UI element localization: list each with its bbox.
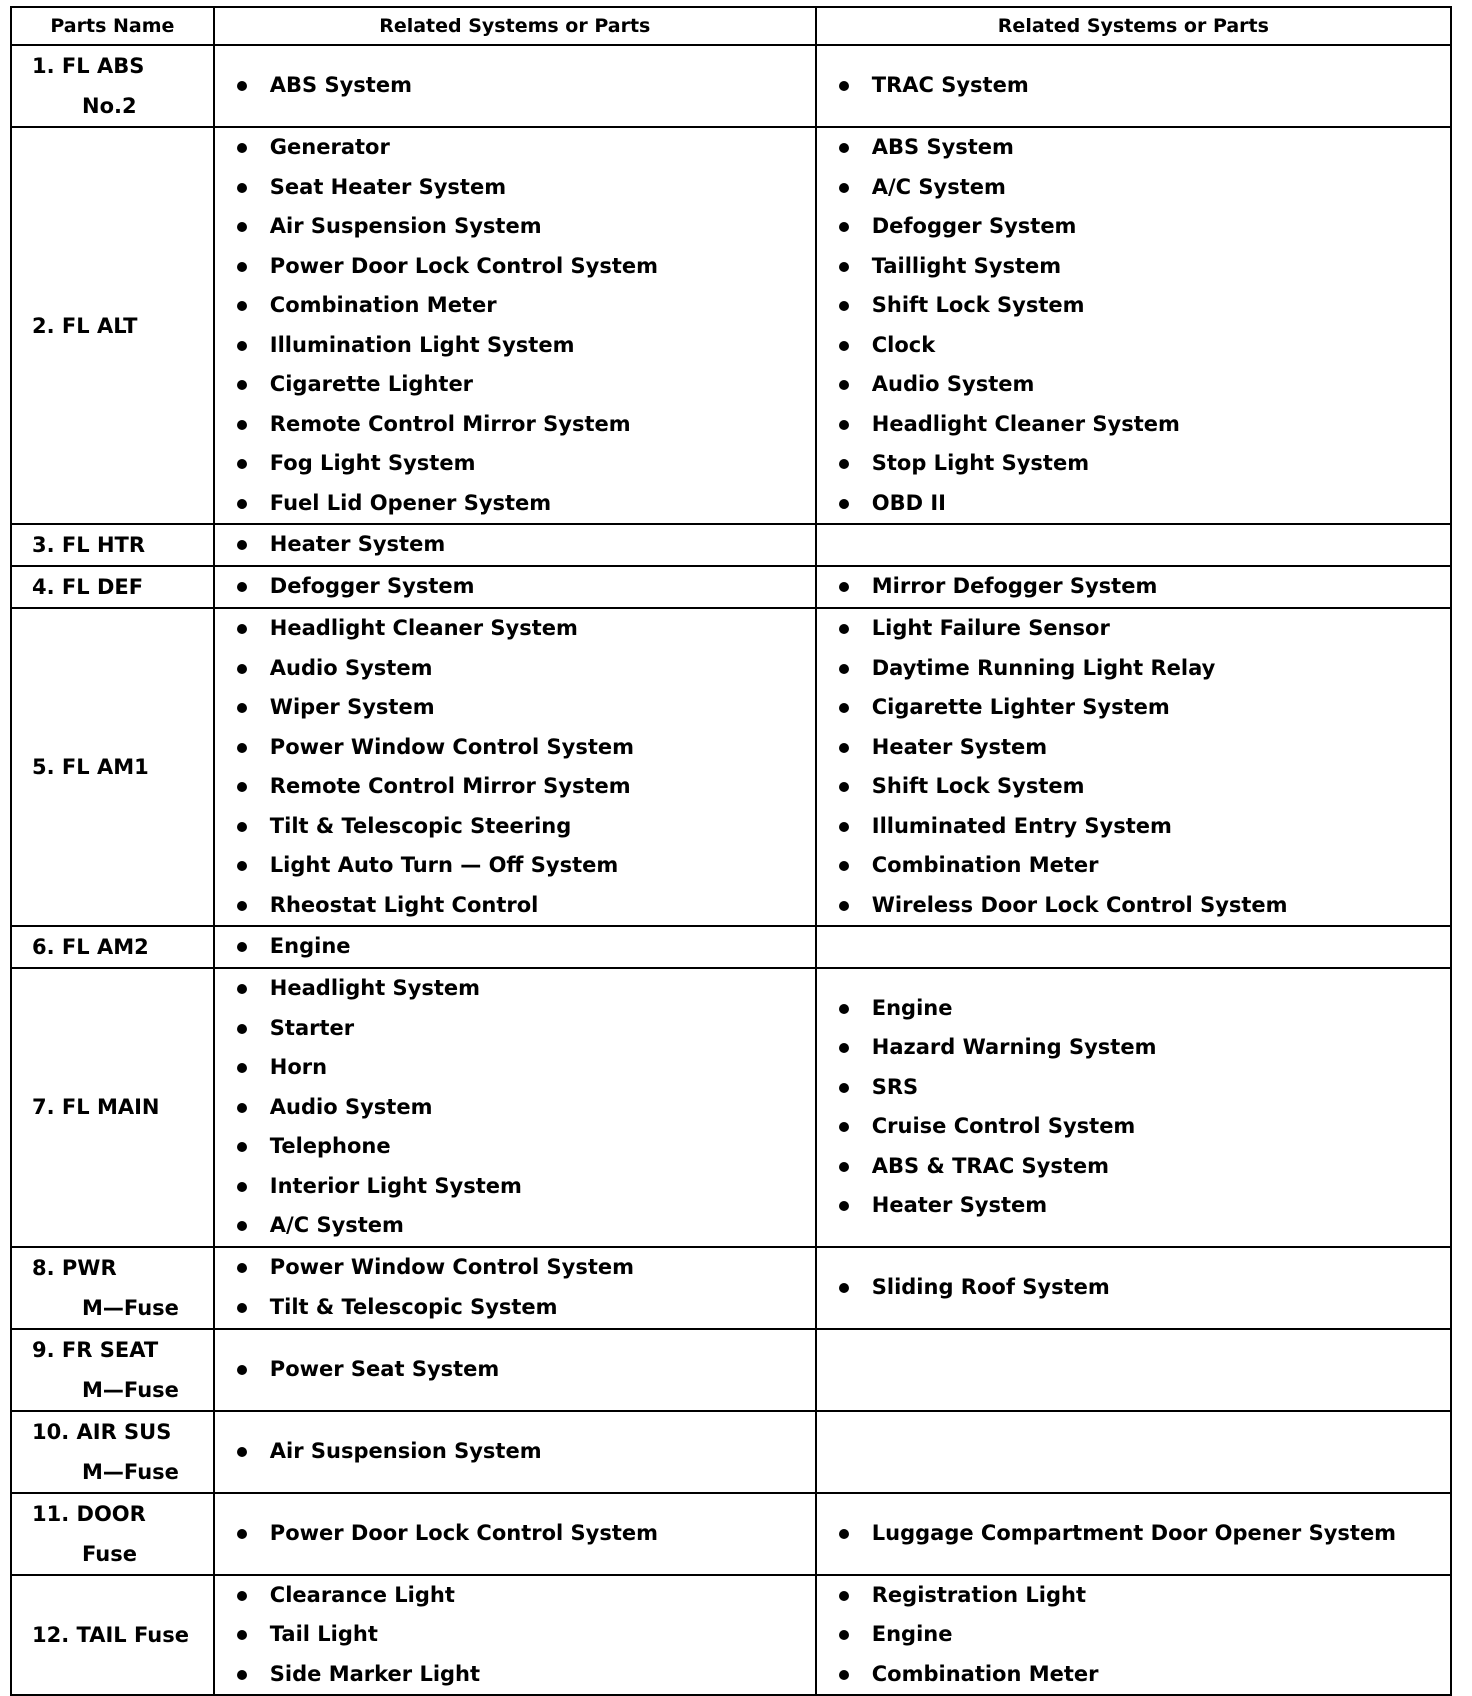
related-systems-cell-1 — [214, 524, 816, 566]
table-body — [11, 45, 1451, 1695]
parts-name-line: M—Fuse — [82, 1459, 179, 1484]
related-systems-cell-2 — [816, 1411, 1451, 1493]
list-item: Luggage Compartment Door Opener System — [817, 1514, 1450, 1554]
list-item: A/C System — [817, 168, 1450, 208]
list-item: Shift Lock System — [817, 286, 1450, 326]
list-item: Clearance Light — [215, 1576, 815, 1616]
related-systems-list — [817, 989, 1450, 1226]
parts-name-cell — [11, 1493, 214, 1575]
list-item: Combination Meter — [215, 286, 815, 326]
list-item: Illuminated Entry System — [817, 807, 1450, 847]
parts-name-line: No.2 — [82, 94, 137, 118]
list-item: Defogger System — [215, 567, 815, 607]
list-item: Side Marker Light — [215, 1655, 815, 1695]
list-item: Defogger System — [817, 207, 1450, 247]
list-item: Headlight Cleaner System — [215, 609, 815, 649]
list-item: Registration Light — [817, 1576, 1450, 1616]
parts-name-line: 4. FL DEF — [32, 575, 144, 599]
list-item: Shift Lock System — [817, 767, 1450, 807]
related-systems-list — [817, 567, 1450, 607]
list-item: Power Seat System — [215, 1350, 815, 1390]
table-row — [11, 524, 1451, 566]
list-item: Combination Meter — [817, 846, 1450, 886]
parts-name-line: 5. FL AM1 — [32, 755, 149, 779]
list-item: Remote Control Mirror System — [215, 405, 815, 445]
parts-name-cell — [11, 968, 214, 1247]
list-item: Rheostat Light Control — [215, 886, 815, 926]
list-item: Cigarette Lighter System — [817, 688, 1450, 728]
list-item: Power Door Lock Control System — [215, 247, 815, 287]
list-item: Engine — [817, 989, 1450, 1029]
list-item: Clock — [817, 326, 1450, 366]
parts-name-line: 2. FL ALT — [32, 313, 138, 338]
parts-name-cell — [11, 1329, 214, 1411]
header-related-systems-1: Related Systems or Parts — [214, 7, 816, 45]
list-item: Light Failure Sensor — [817, 609, 1450, 649]
related-systems-cell-1 — [214, 45, 816, 127]
related-systems-list — [215, 1350, 815, 1390]
related-systems-cell-1 — [214, 566, 816, 608]
list-item: Headlight System — [215, 969, 815, 1009]
list-item: Starter — [215, 1009, 815, 1049]
parts-name-line: 11. DOOR — [32, 1501, 146, 1526]
table-row — [11, 608, 1451, 926]
table-row — [11, 1575, 1451, 1696]
parts-name-cell — [11, 608, 214, 926]
list-item: Sliding Roof System — [817, 1268, 1450, 1308]
list-item: ABS System — [215, 66, 815, 106]
parts-name-line: 9. FR SEAT — [32, 1337, 159, 1362]
related-systems-cell-1 — [214, 968, 816, 1247]
related-systems-list — [817, 66, 1450, 106]
list-item: Generator — [215, 128, 815, 168]
list-item: Tilt & Telescopic System — [215, 1288, 815, 1328]
related-systems-cell-1 — [214, 1411, 816, 1493]
related-systems-cell-2 — [816, 926, 1451, 968]
parts-name-cell — [11, 1411, 214, 1493]
list-item: ABS System — [817, 128, 1450, 168]
related-systems-list — [817, 1514, 1450, 1554]
related-systems-cell-1 — [214, 926, 816, 968]
related-systems-list — [215, 128, 815, 523]
list-item: Hazard Warning System — [817, 1028, 1450, 1068]
list-item: Fuel Lid Opener System — [215, 484, 815, 524]
related-systems-list — [215, 1432, 815, 1472]
related-systems-list — [215, 1576, 815, 1695]
related-systems-list — [215, 1514, 815, 1554]
parts-name-cell — [11, 45, 214, 127]
list-item: Seat Heater System — [215, 168, 815, 208]
parts-name-line: 8. PWR — [32, 1255, 117, 1280]
related-systems-cell-1 — [214, 127, 816, 524]
related-systems-cell-2 — [816, 45, 1451, 127]
parts-name-line: Fuse — [82, 1541, 137, 1566]
related-systems-cell-1 — [214, 1493, 816, 1575]
related-systems-cell-2 — [816, 608, 1451, 926]
parts-name-line: 3. FL HTR — [32, 533, 146, 557]
related-systems-list — [817, 1268, 1450, 1308]
list-item: Power Window Control System — [215, 1248, 815, 1288]
list-item: Audio System — [215, 1088, 815, 1128]
table-row — [11, 1411, 1451, 1493]
list-item: Fog Light System — [215, 444, 815, 484]
related-systems-cell-1 — [214, 1247, 816, 1329]
related-systems-list — [215, 66, 815, 106]
list-item: Tail Light — [215, 1615, 815, 1655]
list-item: Telephone — [215, 1127, 815, 1167]
table-row — [11, 968, 1451, 1247]
table-row — [11, 45, 1451, 127]
parts-name-cell — [11, 926, 214, 968]
list-item: Cigarette Lighter — [215, 365, 815, 405]
list-item: Mirror Defogger System — [817, 567, 1450, 607]
related-systems-list — [817, 1576, 1450, 1695]
parts-name-cell — [11, 566, 214, 608]
related-systems-cell-1 — [214, 1575, 816, 1696]
list-item: Cruise Control System — [817, 1107, 1450, 1147]
related-systems-list — [817, 609, 1450, 925]
list-item: Engine — [215, 927, 815, 967]
parts-name-line: 10. AIR SUS — [32, 1419, 172, 1444]
table-row — [11, 1329, 1451, 1411]
list-item: Wiper System — [215, 688, 815, 728]
list-item: Illumination Light System — [215, 326, 815, 366]
related-systems-cell-1 — [214, 1329, 816, 1411]
list-item: Wireless Door Lock Control System — [817, 886, 1450, 926]
related-systems-cell-2 — [816, 1329, 1451, 1411]
parts-name-cell — [11, 524, 214, 566]
related-systems-cell-1 — [214, 608, 816, 926]
list-item: Engine — [817, 1615, 1450, 1655]
related-systems-cell-2 — [816, 566, 1451, 608]
related-systems-list — [215, 609, 815, 925]
table-row — [11, 1247, 1451, 1329]
list-item: Taillight System — [817, 247, 1450, 287]
list-item: Light Auto Turn — Off System — [215, 846, 815, 886]
parts-name-line: 6. FL AM2 — [32, 935, 149, 959]
parts-name-cell — [11, 1575, 214, 1696]
header-related-systems-2: Related Systems or Parts — [816, 7, 1451, 45]
list-item: TRAC System — [817, 66, 1450, 106]
table-row — [11, 566, 1451, 608]
related-systems-cell-2 — [816, 1247, 1451, 1329]
list-item: Combination Meter — [817, 1655, 1450, 1695]
related-systems-list — [817, 128, 1450, 523]
related-systems-list — [215, 927, 815, 967]
table-row — [11, 127, 1451, 524]
list-item: Tilt & Telescopic Steering — [215, 807, 815, 847]
parts-name-cell — [11, 1247, 214, 1329]
list-item: Air Suspension System — [215, 207, 815, 247]
parts-name-line: 7. FL MAIN — [32, 1095, 160, 1120]
table-row — [11, 1493, 1451, 1575]
list-item: Horn — [215, 1048, 815, 1088]
parts-name-line: M—Fuse — [82, 1295, 179, 1320]
related-systems-list — [215, 1248, 815, 1327]
list-item: Power Door Lock Control System — [215, 1514, 815, 1554]
list-item: Stop Light System — [817, 444, 1450, 484]
list-item: Heater System — [817, 1186, 1450, 1226]
list-item: ABS & TRAC System — [817, 1147, 1450, 1187]
list-item: A/C System — [215, 1206, 815, 1246]
list-item: Heater System — [817, 728, 1450, 768]
header-row — [11, 7, 1451, 45]
header-parts-name: Parts Name — [11, 7, 214, 45]
list-item: Power Window Control System — [215, 728, 815, 768]
related-systems-cell-2 — [816, 968, 1451, 1247]
list-item: OBD II — [817, 484, 1450, 524]
parts-name-line: 12. TAIL Fuse — [32, 1622, 189, 1647]
list-item: Air Suspension System — [215, 1432, 815, 1472]
related-systems-cell-2 — [816, 1493, 1451, 1575]
parts-name-line: M—Fuse — [82, 1377, 179, 1402]
table-row — [11, 926, 1451, 968]
related-systems-list — [215, 969, 815, 1246]
related-systems-cell-2 — [816, 524, 1451, 566]
list-item: Headlight Cleaner System — [817, 405, 1450, 445]
list-item: SRS — [817, 1068, 1450, 1108]
related-systems-list — [215, 525, 815, 565]
related-systems-list — [215, 567, 815, 607]
fuse-parts-table — [10, 6, 1452, 1696]
list-item: Remote Control Mirror System — [215, 767, 815, 807]
related-systems-cell-2 — [816, 1575, 1451, 1696]
parts-name-cell — [11, 127, 214, 524]
parts-name-line: 1. FL ABS — [32, 54, 145, 78]
list-item: Audio System — [215, 649, 815, 689]
list-item: Audio System — [817, 365, 1450, 405]
list-item: Daytime Running Light Relay — [817, 649, 1450, 689]
related-systems-cell-2 — [816, 127, 1451, 524]
list-item: Heater System — [215, 525, 815, 565]
list-item: Interior Light System — [215, 1167, 815, 1207]
